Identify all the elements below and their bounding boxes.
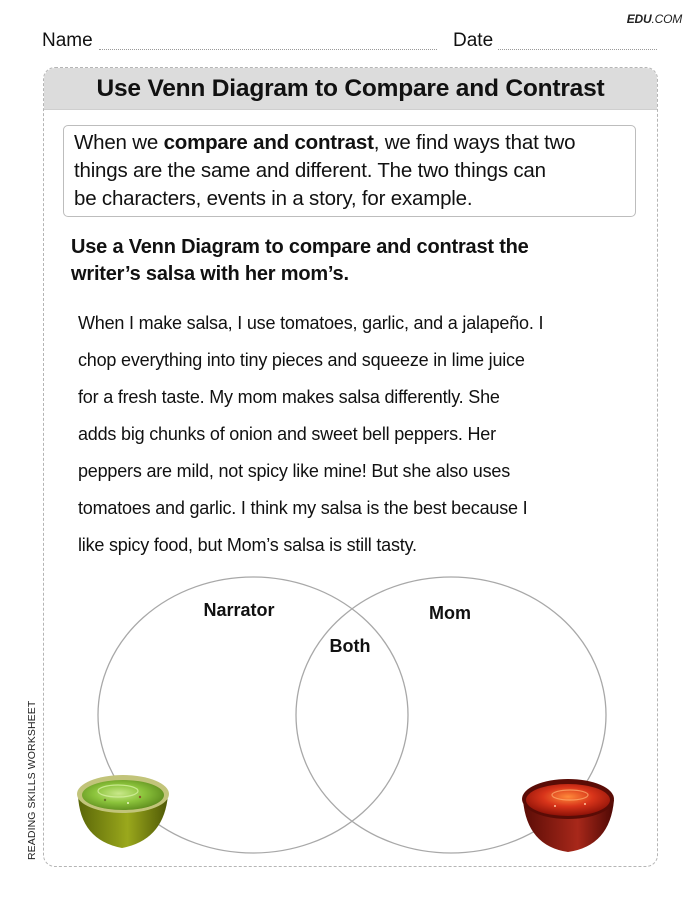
- definition-line1-post: , we find ways that two: [373, 131, 576, 154]
- definition-box: [63, 125, 636, 217]
- definition-key-term: compare and contrast: [163, 131, 374, 154]
- passage-line: tomatoes and garlic. I think my salsa is the best because I: [78, 498, 528, 518]
- name-label: Name: [42, 30, 93, 51]
- date-field-line[interactable]: [498, 49, 657, 50]
- venn-label-both: Both: [329, 636, 371, 656]
- brand-logo-bold: EDU: [626, 12, 652, 26]
- definition-line3: be characters, events in a story, for example.: [74, 187, 473, 210]
- worksheet-category-label: READING SKILLS WORKSHEET: [26, 700, 38, 860]
- definition-line2: things are the same and different. The two things can: [74, 159, 546, 182]
- instruction-line1: Use a Venn Diagram to compare and contrast the: [71, 236, 529, 258]
- venn-label-narrator: Narrator: [203, 600, 275, 620]
- name-field-line[interactable]: [99, 49, 437, 50]
- instruction-line2: writer’s salsa with her mom’s.: [71, 263, 349, 285]
- passage-line: chop everything into tiny pieces and squeeze in lime juice: [78, 350, 525, 370]
- brand-logo: [627, 12, 682, 26]
- worksheet-title: Use Venn Diagram to Compare and Contrast: [44, 68, 657, 110]
- brand-logo-rest: .COM: [651, 12, 682, 26]
- reading-passage: [78, 305, 638, 564]
- passage-line: for a fresh taste. My mom makes salsa differently. She: [78, 387, 500, 407]
- definition-line1: [74, 131, 575, 154]
- name-date-row: [42, 30, 657, 54]
- worksheet-card: [43, 67, 658, 867]
- passage-line: When I make salsa, I use tomatoes, garlic, and a jalapeño. I: [78, 313, 544, 333]
- passage-line: adds big chunks of onion and sweet bell peppers. Her: [78, 424, 496, 444]
- date-label: Date: [453, 30, 494, 51]
- definition-line1-pre: When we: [74, 131, 164, 154]
- passage-line: peppers are mild, not spicy like mine! But she also uses: [78, 461, 511, 481]
- passage-line: like spicy food, but Mom’s salsa is still tasty.: [78, 535, 417, 555]
- venn-label-mom: Mom: [429, 603, 471, 623]
- instruction-text: [71, 234, 631, 288]
